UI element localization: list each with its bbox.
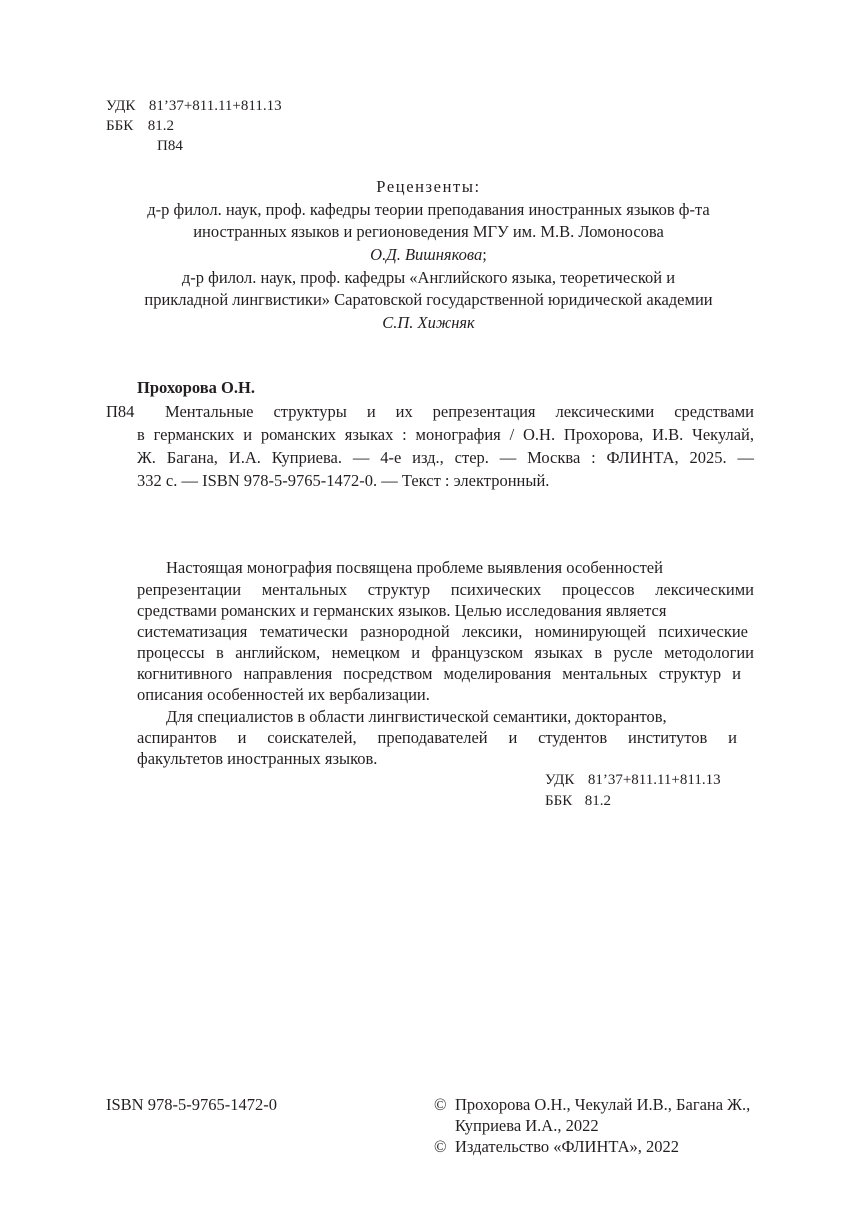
bbk-code-bottom — [545, 791, 611, 811]
abstract-p1-line-3: средствами романских и германских языков. Целью исследования является — [137, 601, 667, 620]
udk-label: УДК — [106, 98, 136, 114]
copyright-authors-line-2: Куприева И.А., 2022 — [455, 1116, 599, 1135]
reviewer-1-line-1: д-р филол. наук, проф. кафедры теории преподавания иностранных языков ф-та — [147, 200, 710, 219]
reviewer-1-name: О.Д. Вишнякова — [370, 245, 483, 264]
copyright-publisher: Издательство «ФЛИНТА», 2022 — [455, 1137, 680, 1156]
abstract-p2-line-3: факультетов иностранных языков. — [137, 749, 378, 768]
bbk-value-bottom: 81.2 — [584, 793, 611, 809]
copyright-authors-line-1: Прохорова О.Н., Чекулай И.В., Багана Ж., — [455, 1095, 751, 1114]
udk-value: 81’37+811.11+811.13 — [148, 98, 282, 114]
bibliography-line-3: Ж. Багана, И.А. Куприева. — 4-е изд., стер. — Москва : ФЛИНТА, 2025. — — [137, 448, 754, 467]
bibliography-line-1: Ментальные структуры и их репрезентация лексическими средствами — [165, 402, 754, 421]
udk-code-bottom — [545, 770, 721, 790]
abstract-p1-line-2: репрезентации ментальных структур психических процессов лексическими — [137, 580, 754, 599]
bibliography-line-2: в германских и романских языках : монография / О.Н. Прохорова, И.В. Чекулай, — [137, 425, 754, 444]
abstract-p1-line-4: систематизация тематически разнородной лексики, номинирующей психические — [137, 622, 748, 641]
udk-label-bottom: УДК — [545, 772, 575, 788]
abstract-p1-line-6: когнитивного направления посредством моделирования ментальных структур и — [137, 664, 741, 683]
bibliography-author: Прохорова О.Н. — [137, 378, 255, 397]
reviewer-1-separator: ; — [482, 245, 487, 264]
bibliography-mark: П84 — [106, 402, 135, 421]
abstract-p2-line-2: аспирантов и соискателей, преподавателей и студентов институтов и — [137, 728, 737, 747]
reviewers-heading: Рецензенты: — [376, 177, 481, 196]
reviewer-2-line-2: прикладной лингвистики» Саратовской государственной юридической академии — [144, 290, 713, 309]
author-mark-top: П84 — [157, 138, 183, 154]
bbk-label-bottom: ББК — [545, 793, 573, 809]
copyright-symbol-1: © — [434, 1095, 447, 1114]
bbk-label: ББК — [106, 118, 134, 134]
reviewer-1-line-2: иностранных языков и регионоведения МГУ им. М.В. Ломоносова — [193, 222, 664, 241]
udk-value-bottom: 81’37+811.11+811.13 — [587, 772, 721, 788]
abstract-p2-line-1: Для специалистов в области лингвистической семантики, докторантов, — [166, 707, 667, 726]
reviewer-2-name: С.П. Хижняк — [382, 313, 475, 332]
reviewer-2-line-1: д-р филол. наук, проф. кафедры «Английского языка, теоретической и — [181, 268, 676, 287]
copyright-symbol-2: © — [434, 1137, 447, 1156]
udk-code-top — [106, 96, 282, 116]
abstract-p1-line-1: Настоящая монография посвящена проблеме выявления особенностей — [166, 558, 663, 577]
abstract-p1-line-5: процессы в английском, немецком и французском языках в русле методологии — [137, 643, 754, 662]
bibliography-line-4: 332 с. — ISBN 978-5-9765-1472-0. — Текст : электронный. — [137, 471, 550, 490]
isbn: ISBN 978-5-9765-1472-0 — [106, 1095, 277, 1114]
reviewer-1-name-line — [0, 245, 857, 265]
abstract-p1-line-7: описания особенностей их вербализации. — [137, 685, 430, 704]
bbk-code-top — [106, 116, 174, 136]
bbk-value: 81.2 — [147, 118, 174, 134]
